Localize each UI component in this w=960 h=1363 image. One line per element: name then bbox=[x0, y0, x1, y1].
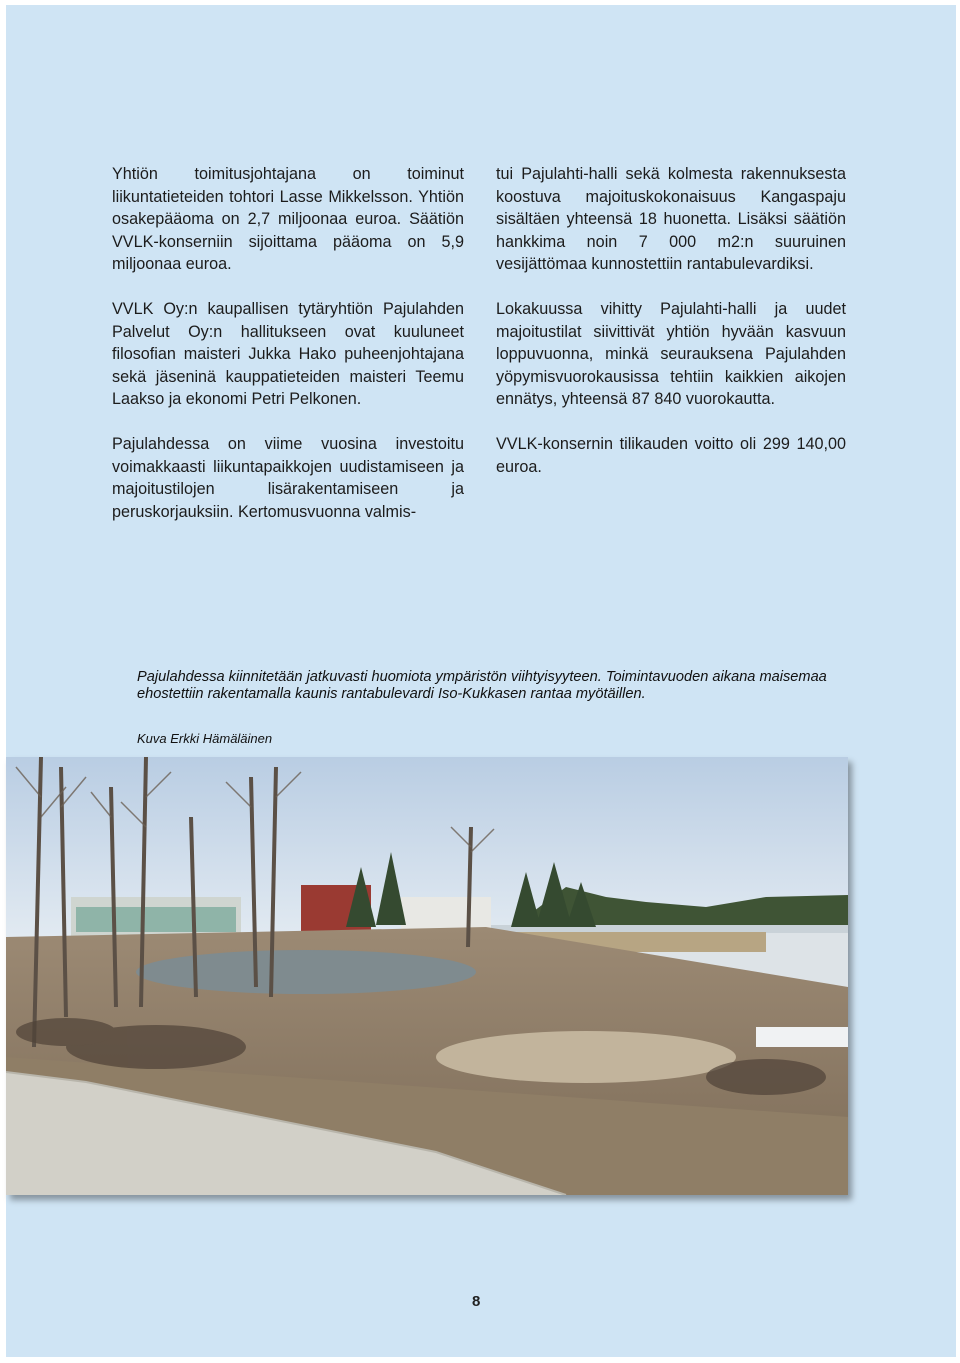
right-paragraph-3: VVLK-konsernin tilikauden voitto oli 299 140,00 euroa. bbox=[496, 434, 846, 476]
page bbox=[6, 5, 956, 1357]
right-paragraph-1: tui Pajulahti-halli sekä kolmesta rakennuksesta koostuva majoituskokonaisuus Kangaspaju sisältäen yhteensä 18 huonetta. Lisäksi säätiön hankkima noin 7 000 m2:n suuruinen vesijättömaa kunnostettiin rantabulevardiksi. bbox=[496, 165, 846, 274]
left-paragraph-3: Pajulahdessa on viime vuosina investoitu voimakkaasti liikuntapaikkojen uudistamiseen ja majoitustilojen lisärakentamiseen ja peruskorjauksiin. Kertomusvuonna valmis- bbox=[112, 434, 464, 521]
left-paragraph-1: Yhtiön toimitusjohtajana on toiminut liikuntatieteiden tohtori Lasse Mikkelsson. Yhtiön osakepääoma on 2,7 miljoonaa euroa. Säätiön VVLK-konserniin sijoittama pääoma on 5,9 miljoonaa euroa. bbox=[112, 165, 464, 274]
photo-caption: Pajulahdessa kiinnitetään jatkuvasti huomiota ympäristön viihtyisyyteen. Toimintavuoden aikana maisemaa ehostettiin rakentamalla kaunis rantabulevardi Iso-Kukkasen rantaa myötäillen. bbox=[137, 669, 827, 703]
right-paragraph-2: Lokakuussa vihitty Pajulahti-halli ja uudet majoitustilat siivittivät yhtiön hyvään kasvuun loppuvuonna, minkä seurauksena Pajulahden yöpymisvuorokausissa tehtiin kaikkien aikojen ennätys, yhteensä 87 840 vuorokautta. bbox=[496, 299, 846, 409]
lakeside-photo bbox=[6, 757, 848, 1195]
right-column bbox=[496, 163, 846, 500]
photo-credit: Kuva Erkki Hämäläinen bbox=[137, 731, 273, 746]
left-paragraph-2: VVLK Oy:n kaupallisen tytäryhtiön Pajulahden Palvelut Oy:n hallitukseen ovat kuuluneet filosofian maisteri Jukka Hako puheenjohtajana sekä jäseninä kauppatieteiden maisteri Teemu Laakso ja ekonomi Petri Pelkonen. bbox=[112, 299, 464, 409]
left-column bbox=[112, 163, 464, 545]
page-number: 8 bbox=[472, 1293, 481, 1310]
